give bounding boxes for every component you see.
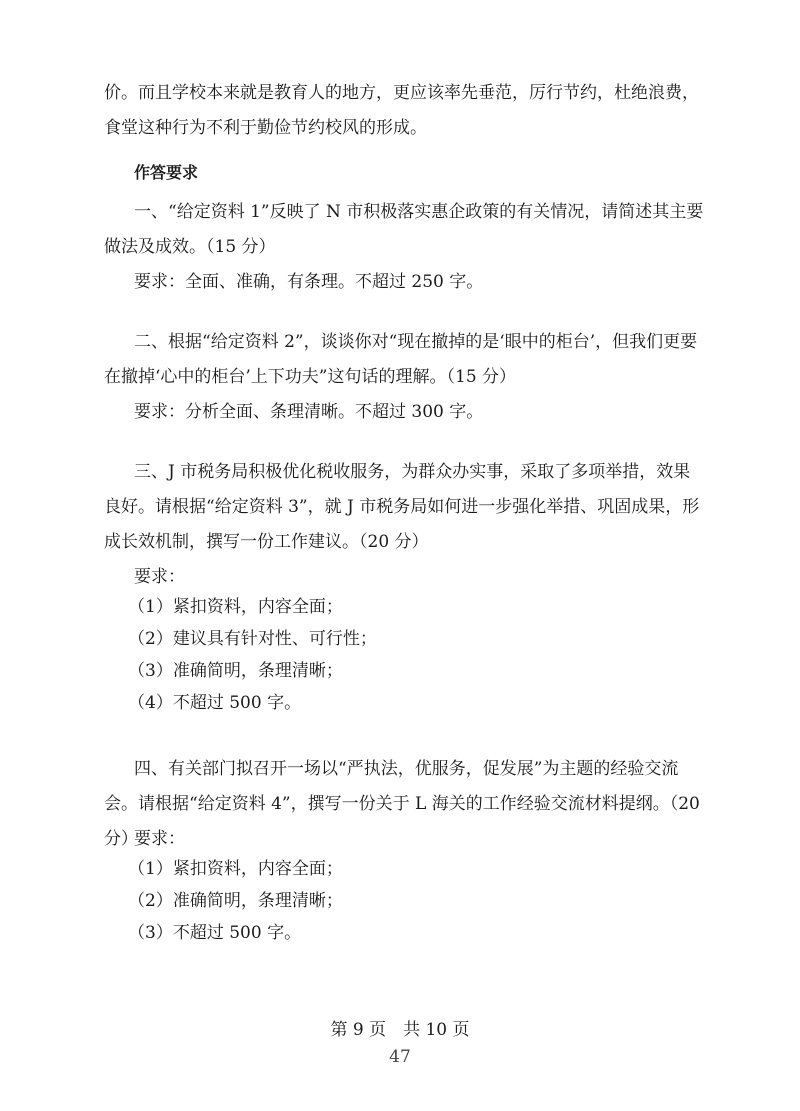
question-3-requirement-title: 要求： [134,567,185,587]
question-1: 一、“给定资料 1”反映了 N 市积极落实惠企政策的有关情况，请简述其主要做法及成效。（15 分） [104,202,704,257]
question-4: 四、有关部门拟召开一场以“严执法，优服务，促发展”为主题的经验交流会。请根据“给定资料 4”，撰写一份关于 L 海关的工作经验交流材料提纲。（20 分） [104,759,700,849]
section-heading: 作答要求 [134,163,199,182]
question-4-requirement-2: （2）准确简明，条理清晰； [128,891,343,911]
question-3-requirement-2: （2）建议具有针对性、可行性； [128,629,377,649]
question-4-requirement-title: 要求： [134,829,185,849]
intro-paragraph: 价。而且学校本来就是教育人的地方，更应该率先垂范，厉行节约，杜绝浪费，食堂这种行为不利于勤俭节约校风的形成。 [104,83,699,138]
question-2-requirement: 要求：分析全面、条理清晰。不超过 300 字。 [134,402,484,422]
question-4-requirement-3: （3）不超过 500 字。 [128,923,302,943]
question-3-requirement-1: （1）紧扣资料，内容全面； [128,597,343,617]
question-4-requirement-1: （1）紧扣资料，内容全面； [128,859,343,879]
page-indicator: 第 9 页 共 10 页 [330,1020,470,1040]
question-2: 二、根据“给定资料 2”，谈谈你对“现在撤掉的是‘眼中的柜台’，但我们更要在撤掉‘心中的柜台’上下功夫”这句话的理解。（15 分） [104,332,698,387]
question-3-requirement-4: （4）不超过 500 字。 [128,693,302,713]
question-3: 三、J 市税务局积极优化税收服务，为群众办实事，采取了多项举措，效果良好。请根据“给定资料 3”，就 J 市税务局如何进一步强化举措、巩固成果，形成长效机制，撰写一份工作建议。（20 分） [104,462,700,552]
page-number: 47 [389,1047,411,1067]
question-3-requirement-3: （3）准确简明，条理清晰； [128,661,343,681]
question-1-requirement: 要求：全面、准确，有条理。不超过 250 字。 [134,272,484,292]
